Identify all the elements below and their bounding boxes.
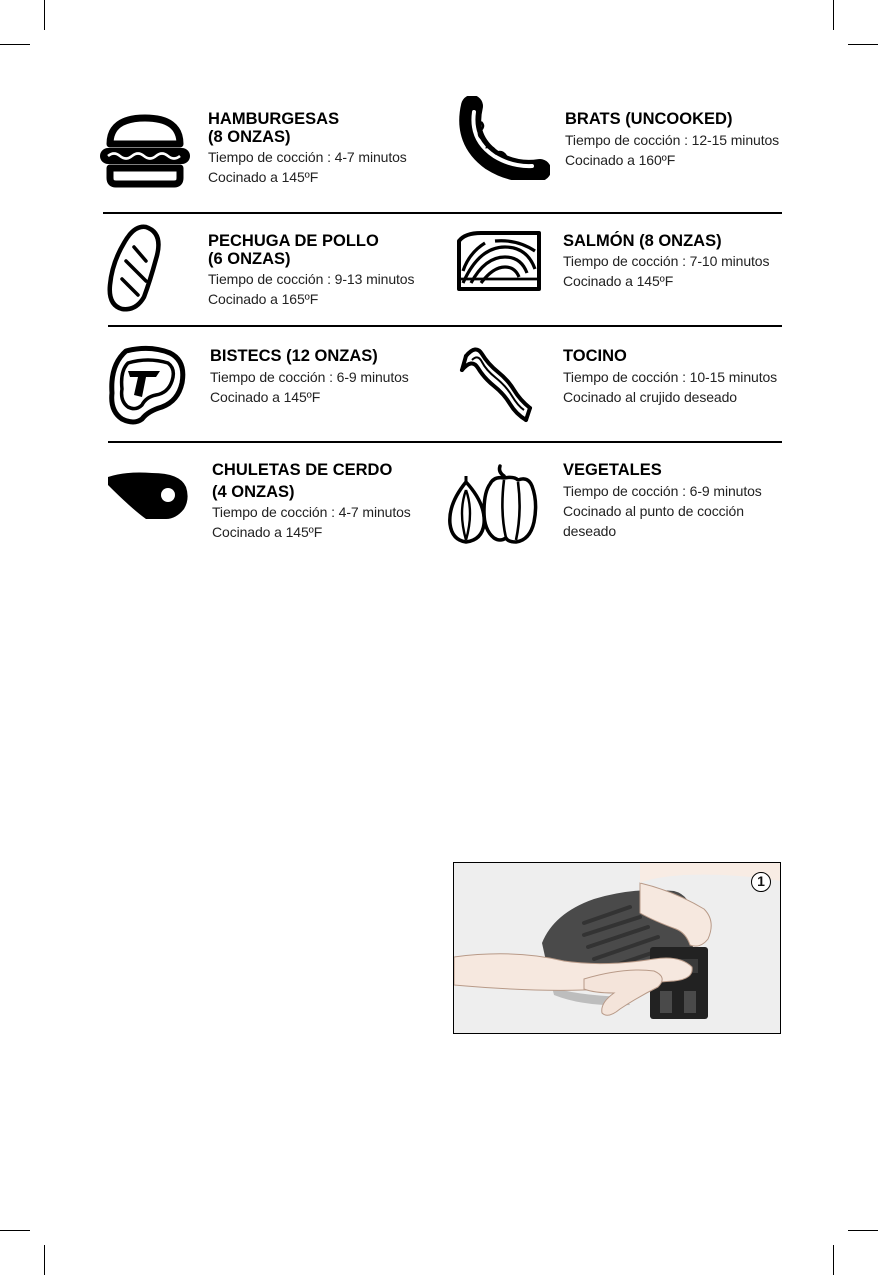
crop-mark bbox=[848, 1230, 878, 1231]
crop-mark bbox=[44, 0, 45, 30]
divider bbox=[108, 441, 782, 443]
crop-mark bbox=[44, 1245, 45, 1275]
divider bbox=[108, 325, 782, 327]
cook-temp: Cocinado al punto de cocción bbox=[563, 503, 744, 519]
cook-temp: Cocinado a 145ºF bbox=[208, 169, 319, 185]
item-title: (8 ONZAS) bbox=[208, 128, 291, 146]
grill-plate-photo bbox=[454, 863, 780, 1033]
cook-temp: Cocinado a 145ºF bbox=[212, 524, 323, 540]
burger-icon bbox=[98, 114, 192, 188]
crop-mark bbox=[833, 1245, 834, 1275]
item-title: CHULETAS DE CERDO bbox=[212, 461, 393, 479]
item-title: HAMBURGESAS bbox=[208, 110, 340, 128]
cook-temp: Cocinado a 145ºF bbox=[563, 273, 674, 289]
item-title: VEGETALES bbox=[563, 461, 662, 479]
divider bbox=[103, 212, 782, 214]
item-title: TOCINO bbox=[563, 347, 627, 365]
cook-time: Tiempo de cocción : 12-15 minutos bbox=[565, 132, 780, 148]
crop-mark bbox=[833, 0, 834, 30]
cook-temp: Cocinado al crujido deseado bbox=[563, 389, 737, 405]
cook-time: Tiempo de cocción : 10-15 minutos bbox=[563, 369, 778, 385]
step-number-badge: 1 bbox=[751, 872, 771, 892]
item-title: (4 ONZAS) bbox=[212, 483, 295, 501]
item-title: BRATS (UNCOOKED) bbox=[565, 110, 733, 128]
cook-time: Tiempo de cocción : 9-13 minutos bbox=[208, 271, 415, 287]
instruction-photo bbox=[453, 862, 781, 1034]
sausage-icon bbox=[458, 96, 550, 180]
crop-mark bbox=[0, 1230, 30, 1231]
cook-time: Tiempo de cocción : 6-9 minutos bbox=[210, 369, 409, 385]
cook-time: Tiempo de cocción : 4-7 minutos bbox=[212, 504, 411, 520]
item-title: (6 ONZAS) bbox=[208, 250, 291, 268]
pork-chop-icon bbox=[106, 469, 190, 521]
cook-temp: Cocinado a 145ºF bbox=[210, 389, 321, 405]
crop-mark bbox=[848, 44, 878, 45]
item-title: SALMÓN (8 ONZAS) bbox=[563, 232, 722, 250]
cook-time: Tiempo de cocción : 6-9 minutos bbox=[563, 483, 762, 499]
steak-icon bbox=[106, 345, 186, 425]
cook-temp-continued: deseado bbox=[563, 523, 617, 539]
cook-time: Tiempo de cocción : 4-7 minutos bbox=[208, 149, 407, 165]
chicken-breast-icon bbox=[106, 223, 164, 313]
cook-time: Tiempo de cocción : 7-10 minutos bbox=[563, 253, 770, 269]
vegetables-icon bbox=[444, 462, 540, 544]
bacon-icon bbox=[458, 340, 534, 424]
item-title: PECHUGA DE POLLO bbox=[208, 232, 379, 250]
cook-temp: Cocinado a 160ºF bbox=[565, 152, 676, 168]
salmon-icon bbox=[455, 229, 543, 293]
crop-mark bbox=[0, 44, 30, 45]
item-title: BISTECS (12 ONZAS) bbox=[210, 347, 378, 365]
cook-temp: Cocinado a 165ºF bbox=[208, 291, 319, 307]
